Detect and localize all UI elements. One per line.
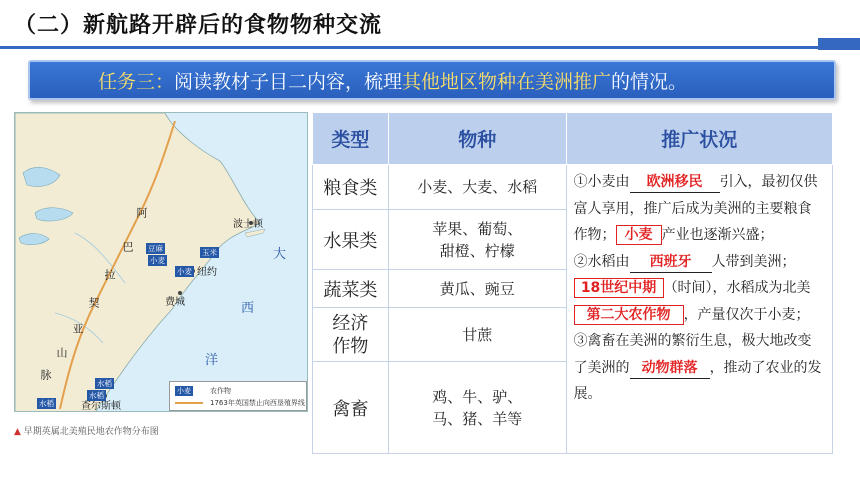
species-table (312, 112, 833, 454)
map-sea-label: 西 (241, 301, 255, 316)
row-type: 禽畜 (313, 362, 389, 454)
colony-crop-map (14, 112, 308, 412)
task-label: 任务三： (98, 70, 175, 93)
promo-text: 人带到美洲； (711, 253, 796, 270)
promotion-cell (566, 165, 832, 454)
answer-blank: 18世纪中期 (574, 278, 664, 298)
promo-text: 引入，最初仅供富人享用，推广后成为美洲的主要粮食作物； (573, 174, 818, 243)
header-species: 物种 (388, 113, 566, 165)
section-title: （二）新航路开辟后的食物物种交流 (14, 13, 383, 38)
map-mountain-label: 阿 (135, 207, 148, 218)
row-species: 甘蔗 (388, 308, 566, 362)
map-mountain-label: 契 (87, 297, 100, 308)
legend-boundary-line (175, 402, 203, 404)
promo-text: ②水稻由 (573, 253, 630, 270)
table-header-row (313, 113, 833, 165)
map-legend (169, 381, 307, 411)
map-mountain-label: 脉 (39, 369, 52, 380)
map-mountain-label: 亚 (71, 323, 84, 334)
map-crop-tag: 豆麻 (148, 244, 163, 253)
map-crop-tag: 水稻 (89, 391, 104, 400)
map-place-charleston: 查尔斯顿 (81, 401, 121, 412)
table-row (313, 165, 833, 210)
triangle-icon: ▲ (14, 427, 21, 437)
promo-text: （时间），水稻成为北美 (663, 280, 811, 296)
map-crop-tag: 小麦 (150, 256, 165, 265)
task-text-before: 阅读教材子目二内容，梳理 (174, 70, 403, 93)
legend-boundary-label: 1763年英国禁止向西垦殖界线 (210, 399, 305, 407)
map-mountain-label: 拉 (103, 269, 116, 280)
header-type: 类型 (313, 113, 389, 165)
map-crop-tag: 水稻 (97, 379, 112, 388)
map-caption (14, 424, 159, 437)
answer-blank: 西班牙 (630, 252, 712, 273)
row-species-text: 苹果、葡萄、甜橙、柠檬 (432, 219, 523, 260)
task-highlight: 其他地区物种在美洲推广 (402, 70, 612, 93)
row-type (313, 308, 389, 362)
row-species (388, 210, 566, 270)
task-banner (28, 60, 836, 100)
map-crop-tag: 玉米 (202, 248, 217, 257)
row-species-text: 鸡、牛、驴、马、猪、羊等 (432, 387, 523, 428)
promo-text: ①小麦由 (573, 174, 630, 190)
legend-crop-label: 农作物 (210, 387, 231, 395)
map-place-newyork: 纽约 (197, 267, 217, 278)
map-crop-tag: 水稻 (39, 399, 54, 408)
row-type: 水果类 (313, 210, 389, 270)
row-type-text: 经济作物 (332, 312, 369, 357)
row-species: 黄瓜、豌豆 (388, 270, 566, 308)
map-place-philadelphia: 费城 (165, 297, 185, 308)
row-type: 粮食类 (313, 165, 389, 210)
answer-blank: 动物群落 (630, 358, 710, 379)
task-text-after: 的情况。 (611, 70, 688, 93)
answer-blank: 欧洲移民 (630, 172, 720, 193)
promo-text: ③禽畜在美洲的繁衍生息，极大地改变了美洲的 (573, 333, 812, 376)
map-mountain-label: 山 (55, 347, 68, 358)
answer-blank: 第二大农作物 (574, 305, 684, 325)
row-species: 小麦、大麦、水稻 (388, 165, 566, 210)
row-species (388, 362, 566, 454)
map-sea-label: 洋 (205, 353, 219, 368)
promo-text: 产业也逐渐兴盛； (661, 227, 774, 243)
map-mountain-label: 巴 (121, 241, 134, 252)
legend-crop-tag: 小麦 (177, 387, 191, 395)
map-sea-label: 大 (273, 247, 287, 262)
title-divider (0, 46, 860, 49)
corner-accent (818, 38, 860, 50)
map-crop-tag: 小麦 (177, 267, 192, 276)
promo-text: ，产量仅次于小麦； (683, 306, 810, 323)
answer-blank: 小麦 (616, 225, 662, 245)
map-caption-text: 早期英属北美殖民地农作物分布图 (23, 427, 159, 437)
row-type: 蔬菜类 (313, 270, 389, 308)
map-place-boston: 波士顿 (233, 219, 263, 230)
header-promotion: 推广状况 (566, 113, 832, 165)
promo-text: ，推动了农业的发展。 (573, 359, 822, 402)
